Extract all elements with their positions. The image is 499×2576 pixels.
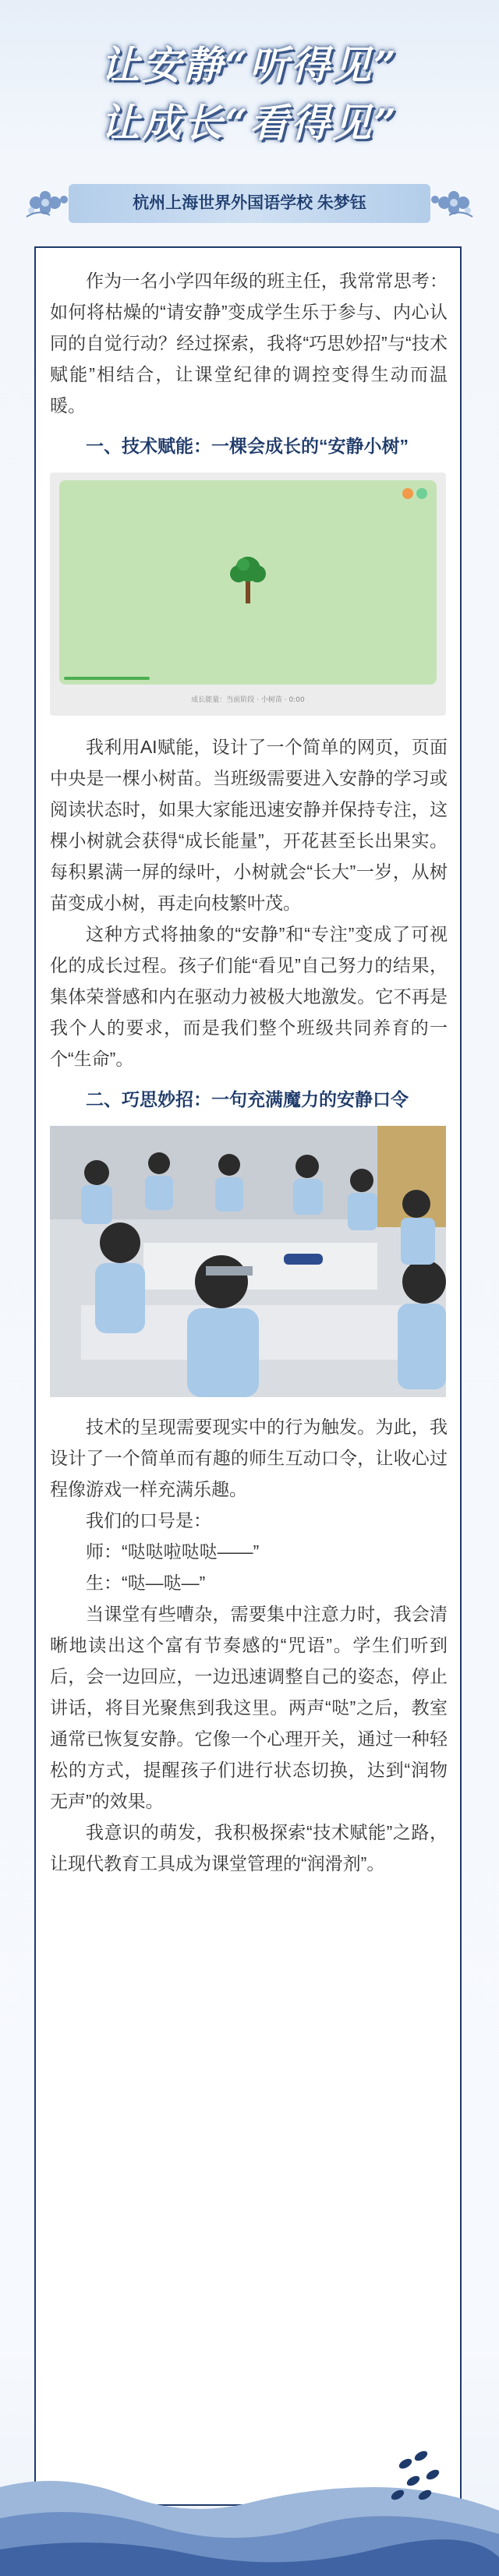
quiet-tree-screenshot — [50, 472, 446, 716]
conclusion-paragraph: 我意识的萌发，我积极探索“技术赋能”之路，让现代教育工具成为课堂管理的“润滑剂”。 — [50, 1822, 448, 1874]
title-line-1: 让安静“听得见” — [101, 42, 398, 88]
tree-icon — [225, 549, 271, 605]
classroom-photo — [50, 1126, 446, 1397]
article-content — [50, 265, 448, 1879]
orange-dot-icon — [402, 488, 413, 499]
section2-paragraph-1: 技术的呈现需要现实中的行为触发。为此，我设计了一个简单而有趣的师生互动口令，让收心过程像游戏一样充满乐趣。 — [50, 1417, 448, 1499]
section-heading-1: 一、技术赋能：一棵会成长的“安静小树” — [86, 436, 409, 456]
student-chant-line: 生：“哒—哒—” — [86, 1573, 206, 1593]
tree-growth-panel — [59, 480, 437, 685]
classroom-photo-illustration — [50, 1126, 446, 1397]
section1-paragraph-2: 这种方式将抽象的“安静”和“专注”变成了可视化的成长过程。孩子们能“看见”自己努力的结果，集体荣誉感和内在驱动力被极大地激发。它不再是我个人的要求，而是我们整个班级共同养育的一个“生命”。 — [50, 924, 448, 1069]
section-heading-2: 二、巧思妙招：一句充满魔力的安静口令 — [86, 1089, 409, 1109]
green-dot-icon — [416, 488, 427, 499]
tree-status-text: 成长能量：当前阶段 · 小树苗 · 0:00 — [191, 696, 305, 704]
section1-paragraph-1: 我利用AI赋能，设计了一个简单的网页，页面中央是一棵小树苗。当班级需要进入安静的学习或阅读状态时，如果大家能迅速安静并保持专注，这棵小树就会获得“成长能量”，开花甚至长出果实。每积累满一屏的绿叶，小树就会“长大”一岁，从树苗变成小树，再走向枝繁叶茂。 — [50, 737, 448, 913]
flower-decoration-icon — [427, 186, 476, 221]
growth-progress-bar — [64, 677, 150, 680]
author-banner: 杭州上海世界外国语学校 朱梦钰 — [69, 184, 430, 223]
title-line-2: 让成长“看得见” — [101, 100, 398, 146]
article-frame — [34, 246, 462, 2506]
intro-paragraph: 作为一名小学四年级的班主任，我常常思考：如何将枯燥的“请安静”变成学生乐于参与、内心认同的自觉行动？经过探索，我将“巧思妙招”与“技术赋能”相结合，让课堂纪律的调控变得生动而温暖。 — [50, 271, 448, 416]
section2-paragraph-3: 当课堂有些嘈杂，需要集中注意力时，我会清晰地读出这个富有节奏感的“咒语”。学生们听到后，会一边回应，一边迅速调整自己的姿态，停止讲话，将目光聚焦到我这里。两声“哒”之后，教室通常已恢复安静。它像一个心理开关，通过一种轻松的方式，提醒孩子们进行状态切换，达到“润物无声”的效果。 — [50, 1604, 448, 1811]
article-header — [0, 0, 499, 242]
bottom-wave-decoration — [0, 2440, 499, 2576]
flower-decoration-icon — [23, 186, 72, 221]
section2-paragraph-2: 我们的口号是： — [86, 1510, 211, 1530]
teacher-chant-line: 师：“哒哒啦哒哒——” — [86, 1541, 260, 1562]
